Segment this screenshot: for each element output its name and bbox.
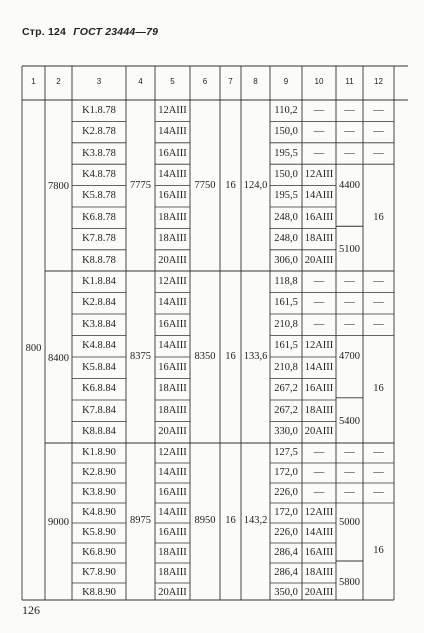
cell-col9: 286,4 <box>274 547 298 558</box>
group-col12: 16 <box>373 383 384 395</box>
cell-col11: — <box>344 297 355 309</box>
cell-col12: — <box>373 147 384 159</box>
cell-rebar: 18АIII <box>158 211 187 223</box>
cell-col10: 14АIII <box>304 361 334 373</box>
cell-col12: — <box>373 487 384 498</box>
group-col2: 9000 <box>48 516 69 528</box>
cell-rebar: 12АIII <box>158 447 187 458</box>
cell-col10: 18АIII <box>304 404 334 416</box>
cell-col9: 150,0 <box>274 126 298 138</box>
column-header-4: 4 <box>138 77 143 86</box>
cell-col11: — <box>344 318 355 330</box>
column-header-5: 5 <box>170 77 175 86</box>
cell-col12: — <box>373 297 384 309</box>
cell-col11: — <box>344 447 355 458</box>
column-header-9: 9 <box>283 77 289 86</box>
group-col6: 7750 <box>194 179 216 191</box>
cell-rebar: 14АIII <box>158 168 187 180</box>
cell-col9: 195,5 <box>274 190 298 202</box>
cell-col10: 18АIII <box>304 567 334 578</box>
cell-col9: 306,0 <box>274 254 298 266</box>
cell-col11: — <box>344 487 355 498</box>
group-col7: 16 <box>225 351 236 362</box>
group-col8: 143,2 <box>243 514 268 526</box>
cell-col9: 267,2 <box>274 404 298 416</box>
group-col4: 7775 <box>130 179 151 191</box>
cell-mark: K6.8.78 <box>82 211 116 223</box>
cell-col9: 150,0 <box>274 168 298 180</box>
group-col12: 16 <box>373 544 384 556</box>
group-col4: 8375 <box>130 351 151 362</box>
cell-col12: — <box>373 318 384 330</box>
group-col12: 16 <box>373 211 384 223</box>
group-col11-a: 5000 <box>339 517 360 528</box>
cell-col10: — <box>313 467 325 478</box>
cell-mark: K7.8.84 <box>82 404 116 416</box>
column-header-12: 12 <box>374 77 383 86</box>
cell-col10: 14АIII <box>304 527 334 538</box>
cell-rebar: 14АIII <box>158 507 187 518</box>
cell-col11: — <box>344 126 355 138</box>
cell-col9: 195,5 <box>274 147 298 159</box>
cell-col9: 172,0 <box>274 467 298 478</box>
cell-col11: — <box>344 275 355 287</box>
cell-col10: 12АIII <box>304 507 334 518</box>
cell-col10: 20АIII <box>304 587 334 598</box>
cell-col10: — <box>313 447 325 458</box>
cell-col9: 110,2 <box>274 104 298 116</box>
cell-col10: 16АIII <box>304 211 334 223</box>
group-col7: 16 <box>225 514 236 526</box>
column-header-6: 6 <box>202 77 208 86</box>
cell-col9: 248,0 <box>274 233 298 245</box>
cell-rebar: 14АIII <box>158 297 187 309</box>
cell-rebar: 20АIII <box>158 254 187 266</box>
cell-mark: K6.8.84 <box>82 383 116 395</box>
cell-mark: K1.8.84 <box>82 275 116 287</box>
cell-rebar: 16АIII <box>158 361 187 373</box>
cell-col9: 248,0 <box>274 211 298 223</box>
cell-col9: 210,8 <box>274 361 298 373</box>
cell-mark: K4.8.84 <box>82 340 116 352</box>
cell-rebar: 16АIII <box>158 318 187 330</box>
cell-mark: K4.8.78 <box>82 168 116 180</box>
cell-mark: K3.8.90 <box>82 487 116 498</box>
column-header-10: 10 <box>314 77 324 86</box>
cell-col12: — <box>373 275 384 287</box>
cell-rebar: 18АIII <box>158 383 187 395</box>
cell-mark: K1.8.78 <box>82 104 116 116</box>
group-col6: 8950 <box>194 514 216 526</box>
col1-value: 800 <box>25 343 42 354</box>
standard-number: ГОСТ 23444—79 <box>73 26 159 38</box>
cell-col10: 16АIII <box>304 547 334 558</box>
cell-col12: — <box>373 104 384 116</box>
cell-mark: K1.8.90 <box>82 447 116 458</box>
cell-col12: — <box>373 447 384 458</box>
cell-rebar: 16АIII <box>158 527 187 538</box>
cell-col9: 127,5 <box>274 447 298 458</box>
column-header-1: 1 <box>31 77 36 86</box>
cell-rebar: 12АIII <box>158 104 187 116</box>
group-col6: 8350 <box>194 351 216 362</box>
column-header-11: 11 <box>345 77 354 86</box>
cell-col10: 18АIII <box>304 233 334 245</box>
cell-mark: K2.8.78 <box>82 126 116 138</box>
column-header-2: 2 <box>56 77 61 86</box>
cell-rebar: 18АIII <box>158 233 187 245</box>
cell-col10: — <box>313 104 325 116</box>
group-col8: 124,0 <box>243 179 268 191</box>
cell-rebar: 18АIII <box>158 547 187 558</box>
group-col11-b: 5400 <box>339 415 360 427</box>
cell-col10: — <box>313 126 325 138</box>
cell-col9: 210,8 <box>274 318 298 330</box>
cell-col11: — <box>344 104 355 116</box>
group-col11-b: 5800 <box>339 577 360 588</box>
cell-rebar: 20АIII <box>158 587 187 598</box>
cell-col9: 350,0 <box>274 587 298 598</box>
cell-rebar: 18АIII <box>158 404 187 416</box>
cell-col10: 20АIII <box>304 426 334 438</box>
cell-col9: 161,5 <box>274 340 298 352</box>
cell-mark: K2.8.90 <box>82 467 116 478</box>
column-header-3: 3 <box>96 77 102 86</box>
cell-mark: K2.8.84 <box>82 297 116 309</box>
cell-col10: 20АIII <box>304 254 334 266</box>
cell-mark: K4.8.90 <box>82 507 116 518</box>
cell-mark: K6.8.90 <box>82 547 116 558</box>
cell-col9: 118,8 <box>274 275 298 287</box>
cell-col10: — <box>313 318 325 330</box>
cell-mark: K5.8.90 <box>82 527 116 538</box>
cell-col9: 286,4 <box>274 567 298 578</box>
column-header-7: 7 <box>228 77 233 86</box>
cell-col10: — <box>313 487 325 498</box>
cell-mark: K7.8.90 <box>82 567 116 578</box>
cell-mark: K3.8.84 <box>82 318 116 330</box>
cell-col10: — <box>313 297 325 309</box>
cell-mark: K7.8.78 <box>82 233 116 245</box>
cell-col10: 16АIII <box>304 383 334 395</box>
cell-col12: — <box>373 467 384 478</box>
group-col11-a: 4700 <box>339 351 360 362</box>
group-col2: 7800 <box>48 181 69 193</box>
page-label: Стр. 124 <box>22 26 67 38</box>
cell-rebar: 14АIII <box>158 467 187 478</box>
cell-col10: 12АIII <box>304 340 334 352</box>
cell-rebar: 20АIII <box>158 426 187 438</box>
cell-col9: 226,0 <box>274 487 298 498</box>
cell-rebar: 18АIII <box>158 567 187 578</box>
cell-rebar: 16АIII <box>158 190 187 202</box>
cell-mark: K8.8.78 <box>82 254 116 266</box>
cell-col9: 161,5 <box>274 297 298 309</box>
cell-col10: 14АIII <box>304 190 334 202</box>
cell-col9: 330,0 <box>274 426 298 438</box>
cell-col11: — <box>344 467 355 478</box>
cell-rebar: 16АIII <box>158 147 187 159</box>
cell-rebar: 14АIII <box>158 126 187 138</box>
group-col4: 8975 <box>130 514 151 526</box>
group-col2: 8400 <box>48 352 69 364</box>
cell-col10: 12АIII <box>304 168 334 180</box>
cell-rebar: 12АIII <box>158 275 187 287</box>
cell-col12: — <box>373 126 384 138</box>
cell-rebar: 16АIII <box>158 487 187 498</box>
cell-mark: K5.8.84 <box>82 361 116 373</box>
cell-col9: 172,0 <box>274 507 298 518</box>
cell-col10: — <box>313 275 325 287</box>
group-col11-a: 4400 <box>339 179 360 191</box>
cell-mark: K3.8.78 <box>82 147 116 159</box>
cell-rebar: 14АIII <box>158 340 187 352</box>
group-col11-b: 5100 <box>339 243 360 255</box>
cell-mark: K8.8.90 <box>82 587 116 598</box>
column-header-8: 8 <box>253 77 258 86</box>
cell-col9: 226,0 <box>274 527 298 538</box>
cell-mark: K5.8.78 <box>82 190 116 202</box>
group-col7: 16 <box>225 179 236 191</box>
cell-col9: 267,2 <box>274 383 298 395</box>
cell-mark: K8.8.84 <box>82 426 116 438</box>
page-number: 126 <box>22 603 40 617</box>
cell-col11: — <box>344 147 355 159</box>
group-col8: 133,6 <box>243 351 268 362</box>
cell-col10: — <box>313 147 325 159</box>
